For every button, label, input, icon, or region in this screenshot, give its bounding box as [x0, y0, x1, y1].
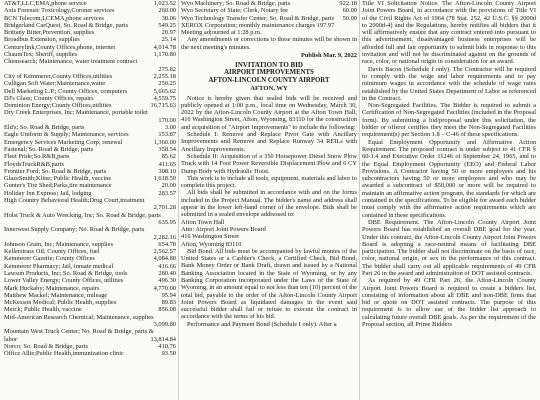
invitation-title: INVITATION TO BID [235, 61, 303, 70]
airport-city: AFTON, WY [250, 84, 288, 92]
entry-description: Merck; Public Health, vaccine [4, 306, 82, 314]
entry-description: Brittany Bitter,Prevention, supplies [4, 29, 95, 37]
entry-description: Johnson Grain, Inc; Maintenance, supplies [4, 240, 113, 248]
entry-description: High Country Behavioral Health;Drug Court,treatment [4, 197, 145, 205]
entry-description: Eld's; So. Road & Bridge, parts [4, 124, 85, 132]
entry-description: Lower Valley Energy; County Offices, utilities [4, 277, 124, 285]
entry-description: ChaumTex; Sheriff, supplies [4, 51, 78, 59]
entry-description: Eagle Uniform & Supply; Maintenance, services [4, 131, 129, 139]
expense-entry [4, 0, 176, 7]
expense-entry [4, 58, 176, 65]
address-line: Attn: Airport Joint Powers Board [181, 225, 266, 233]
entry-amount: 2,255.18 [153, 72, 176, 80]
entry-amount: 89.83 [161, 299, 176, 307]
expense-entry [4, 146, 176, 153]
expense-entry [181, 15, 357, 22]
entry-amount: 1,170.80 [153, 51, 176, 59]
expense-entry [4, 88, 176, 95]
entry-amount: 250.25 [158, 80, 176, 88]
entry-description: labor [4, 335, 18, 343]
entry-description: McKesson Medical; Public Health, supplies [4, 299, 117, 307]
eeo-paragraph: Equal Employment Opportunity and Affirmative Action Requirement. The proposed contract is under subject to 41 CFR § 60-1.4 and Executive Order 11246 of September 24, 1965, and to the Equal Employment Opportunity (EEO) and Federal Labor Provisions. A Contractor having 50 or more employees and his subcontractors having 50 or more employees and who may be awarded a subcontract of $50,000 or more will be required to maintain an affirmative action program, the standards for which are contained in the specifications. To be eligible for award each bidder must comply with the affirmative action requirements which are contained in these specifications. [362, 138, 536, 219]
entry-amount: 1,618.50 [153, 175, 176, 183]
expense-entry [4, 190, 176, 197]
entry-description: Fleet Pride;So.R&B,parts [4, 153, 70, 161]
expense-entry [4, 285, 176, 292]
entry-amount: 50.00 [342, 14, 357, 22]
entry-amount: 20.00 [161, 182, 176, 190]
entry-amount: 4,084.80 [153, 255, 176, 263]
expense-entry [4, 80, 176, 87]
entry-amount: 922.18 [339, 0, 357, 7]
expense-entry [4, 7, 176, 14]
minutes-and-bid-column [181, 0, 357, 400]
expense-entry [4, 168, 176, 175]
entry-amount: 654.78 [158, 240, 176, 248]
expense-entry [4, 15, 176, 22]
bid-paragraph: Notice is hereby given that sealed bids will be received and publicly opened at 1:00 p.m., local time on Wednesday, March 30, 2022 by the Afton-Lincoln County Airport at the Afton Town Hall, 416 Washington Street, Afton, Wyoming, 83110 for the construction and acquisition of "Airport Improvements" to include the following: [181, 94, 357, 131]
entry-amount: 308.10 [158, 167, 176, 175]
entry-description: Holiday Inn Express; Jail, lodging [4, 189, 92, 197]
bid-paragraph: Schedule II: Acquisition of a 350 Horsepower Diesel Snow Plow Truck with 14 Foot Power Reversible Displacement Plow and 6 CY Dump Body with Hydraulic Hoist. [181, 152, 357, 175]
expense-entry [4, 124, 176, 131]
entry-description: Innerwest Supply Company; No. Road & Bridge, parts [4, 226, 145, 234]
entry-description: Chemsearch; Maintenance, water treatment contract [4, 58, 138, 66]
expense-entry [4, 299, 176, 306]
entry-description: Matthew Mackel; Maintenance, mileage [4, 291, 108, 299]
entry-amount: 3,099.80 [153, 321, 176, 329]
dbe-paragraph: DBE Requirement. The Afton-Lincoln County Airport Joint Powers Board has established an overall DBE goal for the year. Under this contract, the Afton-Lincoln County Airport Joint Powers Board is adopting a race-neutral means of facilitating DBE participation. The bidder shall not discriminate on the basis of race, color, national origin, or sex in the performance of this contract. The bidder shall carry out all applicable requirements of 49 CFR Part 26 in the award and administration of DOT assisted contracts. [362, 218, 536, 277]
entry-description: Kemmerer Pharmacy; Jail, inmate medical [4, 262, 114, 270]
expense-entry [4, 109, 176, 116]
expense-entry [4, 248, 176, 255]
entry-description: Dominion Energy;County Offices,utilities [4, 102, 112, 110]
expense-entry [4, 226, 176, 233]
entry-amount: 25.14 [161, 36, 176, 44]
entry-amount: 85.62 [161, 153, 176, 161]
expense-entry [4, 36, 176, 43]
entry-description: Mark Huckaby; Maintenance, repairs [4, 284, 100, 292]
entry-description: BCN Telecom,LCEMA,phone services [4, 14, 104, 22]
entry-amount: 856.08 [158, 306, 176, 314]
bid-bond-paragraph: Bid Bond. All bids must be accompanied by lawful monies of the United States or a Cashier's Check, a Certified Check, Bid Bond, Bank Money Order or Bank Draft, drawn and issued by a National Banking Association located in the State of Wyoming, or by any Banking Corporation incorporated under the Laws of the State of Wyoming, in an amount equal to not less than ten (10) percent of the total bid, payable to the order of the Afton-Lincoln County Airport Joint Powers Board as liquidated damages in the event said successful bidder shall fail or refuse to execute the contract in accordance with the terms of his bid. [181, 247, 357, 321]
entry-description: Office Allie;Public Health,immunization clinic [4, 350, 124, 358]
entry-amount: 153.87 [158, 131, 176, 139]
expense-entry [4, 102, 176, 109]
expense-entry [4, 241, 176, 248]
entry-description: Bridgerland CarQuest, So. Road & Bridge, parts [4, 21, 129, 29]
entry-description: Dell Marketing L.P.; County Offices, computers [4, 87, 128, 95]
entry-description: Norco; So. Road & Bridge, parts [4, 342, 88, 350]
entry-amount: 496.30 [158, 277, 176, 285]
entry-amount: 635.95 [158, 218, 176, 226]
entry-amount: 4,770.00 [153, 284, 176, 292]
entry-description: Fastenal; So. Road & Bridge, parts [4, 145, 94, 153]
entry-description: Wyo Technology Transfer Center; So. Road & Bridge, parts [181, 14, 335, 22]
entry-amount: 93.50 [161, 350, 176, 358]
entry-description: Axis Forensic Toxicology,Coroner services [4, 7, 115, 15]
entry-amount: 358.54 [158, 145, 176, 153]
expense-entry [4, 314, 176, 321]
entry-amount: 13,814.84 [150, 335, 176, 343]
xerox-line: XEROX Corporation; monthly maintenance charges 197.97 [181, 21, 335, 29]
expense-entry [4, 306, 176, 313]
column-divider [359, 0, 360, 400]
title-vi-paragraph: Title VI Solicitation Notice. The Afton-Lincoln County Airport Joint Powers Board, in accordance with the provisions of Title VI of the Civil Rights Act of 1964 (78 Stat. 252, 42 U.S.C. §§ 2000d to 2000d-4) and the Regulations, hereby notifies all bidders that it will affirmatively ensure that any contract entered into pursuant to this advertisement, disadvantaged business enterprises will be afforded full and fair opportunity to submit bids in response to this invitation and will not be discriminated against on the grounds of race, color, or national origin in consideration for an award. [362, 0, 536, 66]
expense-entry [4, 153, 176, 160]
entry-description: Frontier Ford; So. Road & Bridge, parts [4, 167, 107, 175]
entry-description: Kellerstrass Oil; County Offices, fuel [4, 248, 100, 256]
entry-description: Dry Creek Enterprises, Inc; Maintenance, portable toilet [4, 109, 148, 117]
entry-description: Broadbus Extension, supplies [4, 36, 80, 44]
entry-description: AT&T,LLC,EMA,phone service [4, 0, 87, 7]
performance-bond-paragraph: Performance and Payment Bond (Schedule I only). After a [187, 320, 337, 328]
requirements-column [362, 0, 536, 400]
entry-description: Kemmerer Gazette; County Offices [4, 255, 95, 263]
expense-entry [4, 131, 176, 138]
column-divider [178, 0, 179, 400]
entry-amount: 1,360.00 [153, 138, 176, 146]
entry-amount: 5,665.62 [153, 87, 176, 95]
airport-name: AFTON-LINCOLN COUNTY AIRPORT [208, 77, 330, 85]
expense-entry [4, 182, 176, 189]
expense-entry [181, 7, 357, 14]
entry-description: Lawson Products, Inc; So. Road & Bridge, tools [4, 269, 128, 277]
expense-entry [4, 270, 176, 277]
expense-entry [4, 51, 176, 58]
entry-amount: 416.66 [158, 262, 176, 270]
entry-amount: 2,701.28 [153, 204, 176, 212]
expense-entry [4, 255, 176, 262]
entry-description: Culligan Soft Water;Maintenance,water [4, 80, 106, 88]
davis-bacon-paragraph: Davis Bacon (Schedule I only). The Contractor will be required to comply with the wage and labor requirements and to pay minimum wages in accordance with the schedule of wage rates established by the United States Department of Labor as referenced in the Contract. [362, 65, 536, 102]
entry-amount: 3.00 [164, 124, 176, 132]
address-line: Afton, Wyoming 83110 [181, 240, 242, 248]
bid-paragraph: This work is to include all tools, equipment, materials and labor to complete this project. [181, 174, 357, 190]
bid-paragraph: All bids shall be submitted in accordance with and on the forms included in the Project Manual. The bidder's name and address shall appear in the lower left-hand corner of the envelope. Bids shall be submitted in a sealed envelope addressed to: [181, 189, 357, 219]
entry-amount: 280.40 [158, 269, 176, 277]
expense-entry [4, 263, 176, 270]
entry-amount: 260.00 [158, 7, 176, 15]
expense-entry [4, 44, 176, 51]
expense-entry [4, 175, 176, 182]
entry-description: FloydsTruckR&B,parts [4, 160, 64, 168]
entry-amount: 16,715.63 [150, 102, 176, 110]
expense-entry [4, 161, 176, 168]
expense-entry [4, 350, 176, 357]
address-line: Afton Town Hall [181, 218, 225, 226]
meeting-adjourned: Meeting adjourned at 1:28 p.m. [181, 29, 262, 37]
expense-entry [181, 0, 357, 7]
entry-amount: 1,023.52 [153, 0, 176, 7]
entry-amount: 2,282.16 [153, 233, 176, 241]
expense-entry [4, 328, 176, 335]
publish-date: Publish Mar. 9, 2022 [300, 52, 357, 60]
expense-entry [4, 336, 176, 343]
entry-amount: 95.94 [161, 291, 176, 299]
bidders-list-paragraph: As required by 49 CFR Part 26, the Afton-Lincoln County Airport Joint Powers Board is required to create a bidders list, consisting of information about all DBE and non-DBE firms that bid or quote on DOT assisted contracts. The purpose of this requirement is to allow use of the bidder list approach to calculating future overall DBE goals. As per the requirement of the Proposal section, all Prime Bidders [362, 277, 536, 329]
entry-amount: 410.76 [158, 342, 176, 350]
bid-paragraph: Schedule I: Remove and Replace Pivot Gate with Ancillary Improvements and Remove and Replace Runway 34 REILs with Ancillary Improvements. [181, 131, 357, 153]
expense-entry [4, 139, 176, 146]
entry-description: Holst Truck & Auto Wrecking, Inc; So. Road & Bridge, parts [4, 211, 161, 219]
entry-description: DJ's Glass; County Offices, repairs [4, 94, 94, 102]
expense-entry [4, 29, 176, 36]
expense-entry [4, 22, 176, 29]
entry-amount: 20.97 [161, 29, 176, 37]
address-line: 416 Washington Street [181, 233, 239, 241]
entry-description: Gunter's Tire Shed;Parks,tire maintenance [4, 182, 112, 190]
expense-entry [4, 212, 176, 219]
non-segregated-paragraph: Non-Segregated Facilities. The Bidder is required to submit a Certification of Non-Segregated Facilities (included in the Proposal form). By submitting a bid/proposal under this solicitation, the bidder or offeror certifies they meet the Non-Segregated Facilities requirement(s) per Section 1.8 – C-46 of these specifications. [362, 102, 536, 139]
entry-amount: 411.65 [158, 160, 176, 168]
entry-description: Mountain West Truck Center; No. Road & Bridge, parts & [4, 328, 154, 336]
expense-list-column [4, 0, 176, 400]
entry-amount: 60.00 [342, 7, 357, 15]
entry-amount: 170.00 [158, 116, 176, 124]
expense-entry [4, 292, 176, 299]
entry-description: Emergency Services Marketing Corp; renewal [4, 138, 123, 146]
entry-description: City of Kemmerer,County Offices,utilities [4, 72, 113, 80]
entry-description: Mid-American Research Chemical; Maintenance, supplies [4, 313, 154, 321]
expense-entry [4, 197, 176, 204]
entry-description: GlazeSmith;Kline; Public Health, vaccine [4, 175, 112, 183]
entry-amount: 549.25 [158, 21, 176, 29]
expense-entry [4, 95, 176, 102]
entry-amount: 4,014.78 [153, 43, 176, 51]
airport-improvements-title: AIRPORT IMPROVEMENTS [224, 69, 314, 77]
entry-amount: 283.57 [158, 189, 176, 197]
entry-description: Wyo Secretary of State; Clerk, Notary fee [181, 7, 288, 15]
entry-amount: 275.82 [158, 65, 176, 73]
expense-entry [4, 73, 176, 80]
entry-description: Wyo Machinery; So. Road & Bridge, parts [181, 0, 291, 7]
corrections-note: Any amendments or corrections to these minutes will be shown in the next meeting's minutes. [181, 36, 357, 51]
entry-amount: 38.06 [161, 14, 176, 22]
entry-amount: 2,562.57 [153, 248, 176, 256]
expense-entry [4, 343, 176, 350]
entry-amount: 4,559.75 [153, 94, 176, 102]
expense-entry [4, 277, 176, 284]
entry-description: Centurylink,County Offices,phone, internet [4, 43, 116, 51]
